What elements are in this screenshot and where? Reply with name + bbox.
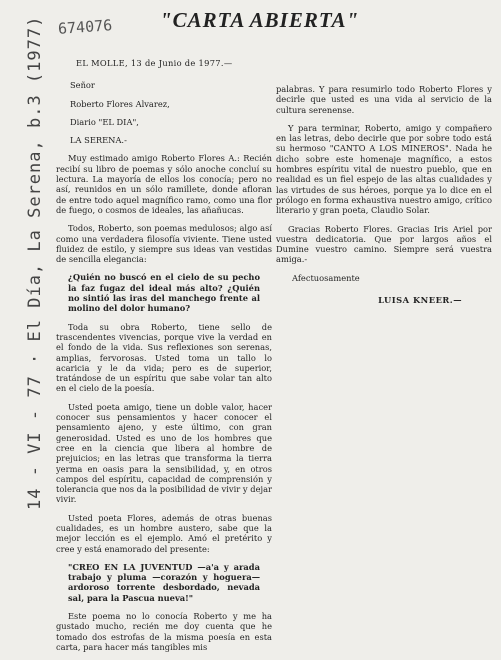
address-line: Roberto Flores Alvarez, [70, 98, 170, 109]
paragraph: Usted poeta Flores, además de otras buenas cualidades, es un hombre austero, sabe que la mejor lección es el ejemplo. Amó el pretérito y cree y está enamorado del presente: [56, 512, 272, 554]
poem-quote: ¿Quién no buscó en el cielo de su pecho la faz fugaz del ideal más alto? ¿Quién no sintió las iras del manchego frente al molino del dolor humano? [68, 272, 260, 314]
paragraph: Toda su obra Roberto, tiene sello de trascendentes vivencias, porque vive la verdad en el fondo de la vida. Sus reflexiones son serenas, amplias, fervorosas. Usted toma un tallo lo acaricia y le da vida; pero es de superior, tratándose de un espíritu que sabe volar tan alto en el cielo de la poesía. [56, 321, 272, 394]
closing: Afectuosamente [292, 272, 360, 283]
handwritten-margin-note: 14 - VI - 77 · El Día, La Serena, b.3 (1977) [25, 15, 45, 510]
paragraph: palabras. Y para resumirlo todo Roberto Flores y decirle que usted es una vida al servicio de la cultura serenense. [276, 84, 492, 115]
left-column [56, 58, 272, 660]
paragraph: Este poema no lo conocía Roberto y me ha gustado mucho, recién me doy cuenta que he tomado dos estrofas de la misma poesía en esta carta, para hacer más tangibles mis [56, 611, 272, 652]
address-line: LA SERENA.- [70, 135, 127, 146]
handwritten-number: 674076 [57, 16, 113, 38]
paragraph: Y para terminar, Roberto, amigo y compañero en las letras, debo decirle que por sobre todo está su hermoso "CANTO A LOS MINEROS". Nada he dicho sobre este homenaje magnífico, a estos hombres espíritu vital de nuestro pueblo, que en realidad es un fiel espejo de las altas cualidades y las virtudes de sus héroes, porque ya lo dice en el prólogo en forma exhaustiva nuestro amigo, crítico literario y gran poeta, Claudio Solar. [276, 122, 492, 216]
signature: LUISA KNEER.— [378, 295, 462, 306]
paragraph: Usted poeta amigo, tiene un doble valor, hacer conocer sus pensamientos y hacer conocer el pensamiento ajeno, y este último, con gran generosidad. Usted es uno de los hombres que cree en la ciencia que libera al hombre de prejuicios; en las letras que transforma la tierra yerma en oasis para la sensibilidad, y, en otros campos del espíritu, capacidad de comprensión y tolerancia que nos da la posibilidad de vivir y dejar vivir. [56, 401, 272, 505]
paragraph: Gracias Roberto Flores. Gracias Iris Ariel por vuestra dedicatoria. Que por largos años el Dumine vuestro camino. Siempre será vuestra amiga.- [276, 223, 492, 265]
article-title: "CARTA ABIERTA" [160, 8, 360, 32]
paragraph: Muy estimado amigo Roberto Flores A.: Recién recibí su libro de poemas y sólo anoche concluí su lectura. La mayoría de ellos los conocía; pero no así, reunidos en un sólo ramillete, donde afloran de entre todo aquel magnífico ramo, como una flor de fuego, o cosmos de ideales, las añañucas. [56, 153, 272, 215]
dateline: EL MOLLE, 13 de Junio de 1977.— [76, 58, 233, 68]
poem-quote: "CREO EN LA JUVENTUD —a'a y arada trabajo y pluma —corazón y hoguera— ardoroso torrente desbordado, nevada sal, para la Pascua nueva!" [68, 561, 260, 603]
address-line: Señor [70, 80, 95, 91]
paragraph: Todos, Roberto, son poemas medulosos; algo así como una verdadera filosofía viviente. Tiene usted fluidez de estilo, y siempre sus ideas van vestidas de sencilla elegancia: [56, 223, 272, 265]
right-column [276, 84, 492, 305]
address-line: Diario "EL DIA", [70, 116, 139, 127]
